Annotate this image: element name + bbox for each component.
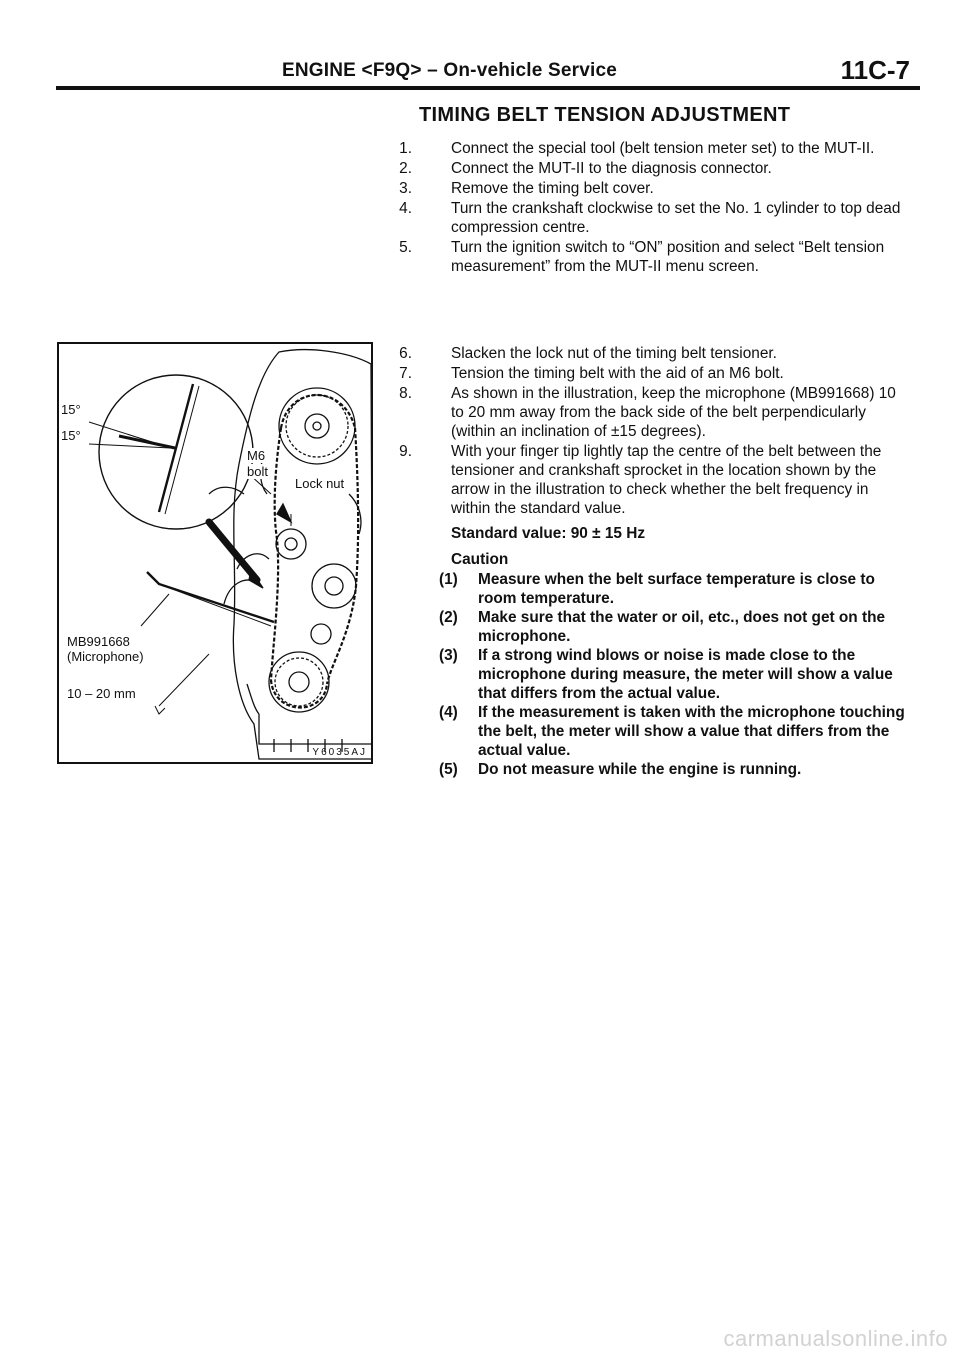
step-number: 3. <box>399 180 412 197</box>
lock-nut-label: Lock nut <box>295 476 345 491</box>
angle-label-top: 15° <box>61 402 81 417</box>
caution-item <box>439 760 911 779</box>
bolt-label: bolt <box>247 464 268 479</box>
procedure-steps-part1 <box>384 139 912 277</box>
caution-text: Do not measure while the engine is running. <box>478 761 802 778</box>
tool-code-label: MB991668 <box>67 634 130 649</box>
timing-belt <box>271 428 358 684</box>
section-title: TIMING BELT TENSION ADJUSTMENT <box>419 104 791 126</box>
step-text: Remove the timing belt cover. <box>451 180 654 197</box>
step-number: 2. <box>399 160 412 177</box>
angle-label-bottom: 15° <box>61 428 81 443</box>
step-number: 7. <box>399 365 412 382</box>
caution-text: If the measurement is taken with the microphone touching the belt, the meter will show a value that differs from the actual value. <box>478 704 905 759</box>
procedure-steps-part2 <box>384 344 912 519</box>
caution-number: (5) <box>439 761 458 778</box>
step-item <box>384 179 912 198</box>
step-text: Tension the timing belt with the aid of an M6 bolt. <box>451 365 784 382</box>
header-title: ENGINE <F9Q> – On-vehicle Service <box>282 60 618 81</box>
step-item <box>384 199 912 237</box>
distance-label: 10 – 20 mm <box>67 686 136 701</box>
timing-belt-illustration <box>57 342 373 764</box>
step-text: Connect the MUT-II to the diagnosis connector. <box>451 160 772 177</box>
crankshaft-sprocket <box>269 652 329 712</box>
step-number: 4. <box>399 200 412 217</box>
tensioner-pulley <box>276 529 306 559</box>
caution-number: (4) <box>439 704 458 721</box>
caution-text: Make sure that the water or oil, etc., does not get on the microphone. <box>478 609 886 645</box>
step-item <box>384 238 912 276</box>
caution-number: (1) <box>439 571 458 588</box>
step-text: Connect the special tool (belt tension meter set) to the MUT-II. <box>451 140 875 157</box>
step-number: 5. <box>399 239 412 256</box>
step-number: 9. <box>399 443 412 460</box>
step-number: 1. <box>399 140 412 157</box>
step-number: 6. <box>399 345 412 362</box>
step-item <box>384 159 912 178</box>
caution-item <box>439 646 911 703</box>
caution-heading: Caution <box>451 551 509 568</box>
step-item <box>384 384 912 441</box>
standard-value: Standard value: 90 ± 15 Hz <box>451 525 646 542</box>
caution-item <box>439 703 911 760</box>
step-text: As shown in the illustration, keep the microphone (MB991668) 10 to 20 mm away from the back side of the belt perpendicularly (within an inclination of ±15 degrees). <box>451 385 896 440</box>
water-pump-pulley <box>312 564 356 608</box>
m6-label: M6 <box>247 448 266 463</box>
camshaft-sprocket <box>279 388 355 464</box>
step-number: 8. <box>399 385 412 402</box>
caution-list <box>439 570 911 779</box>
caution-number: (2) <box>439 609 458 626</box>
step-text: With your finger tip lightly tap the centre of the belt between the tensioner and crankshaft sprocket in the location shown by the arrow in the illustration to check whether the belt frequency in within the standard value. <box>451 443 882 517</box>
caution-item <box>439 570 911 608</box>
engine-drawing <box>59 344 373 764</box>
step-item <box>384 344 912 363</box>
step-item <box>384 364 912 383</box>
caution-text: Measure when the belt surface temperature is close to room temperature. <box>478 571 875 607</box>
page-number: 11C-7 <box>840 55 910 85</box>
watermark: carmanualsonline.info <box>723 1326 948 1351</box>
caution-item <box>439 608 911 646</box>
tool-name-label: (Microphone) <box>67 649 144 664</box>
caution-text: If a strong wind blows or noise is made close to the microphone during measure, the meter will show a value that differs from the actual value. <box>478 647 893 702</box>
header-rule <box>56 86 920 90</box>
step-text: Turn the crankshaft clockwise to set the No. 1 cylinder to top dead compression centre. <box>451 200 901 236</box>
caution-number: (3) <box>439 647 458 664</box>
step-item <box>384 139 912 158</box>
figure-code: Y6035AJ <box>312 747 367 758</box>
step-item <box>384 442 912 518</box>
step-text: Turn the ignition switch to “ON” position and select “Belt tension measurement” from the MUT-II menu screen. <box>451 239 885 275</box>
page-header <box>56 54 920 88</box>
step-text: Slacken the lock nut of the timing belt tensioner. <box>451 345 777 362</box>
